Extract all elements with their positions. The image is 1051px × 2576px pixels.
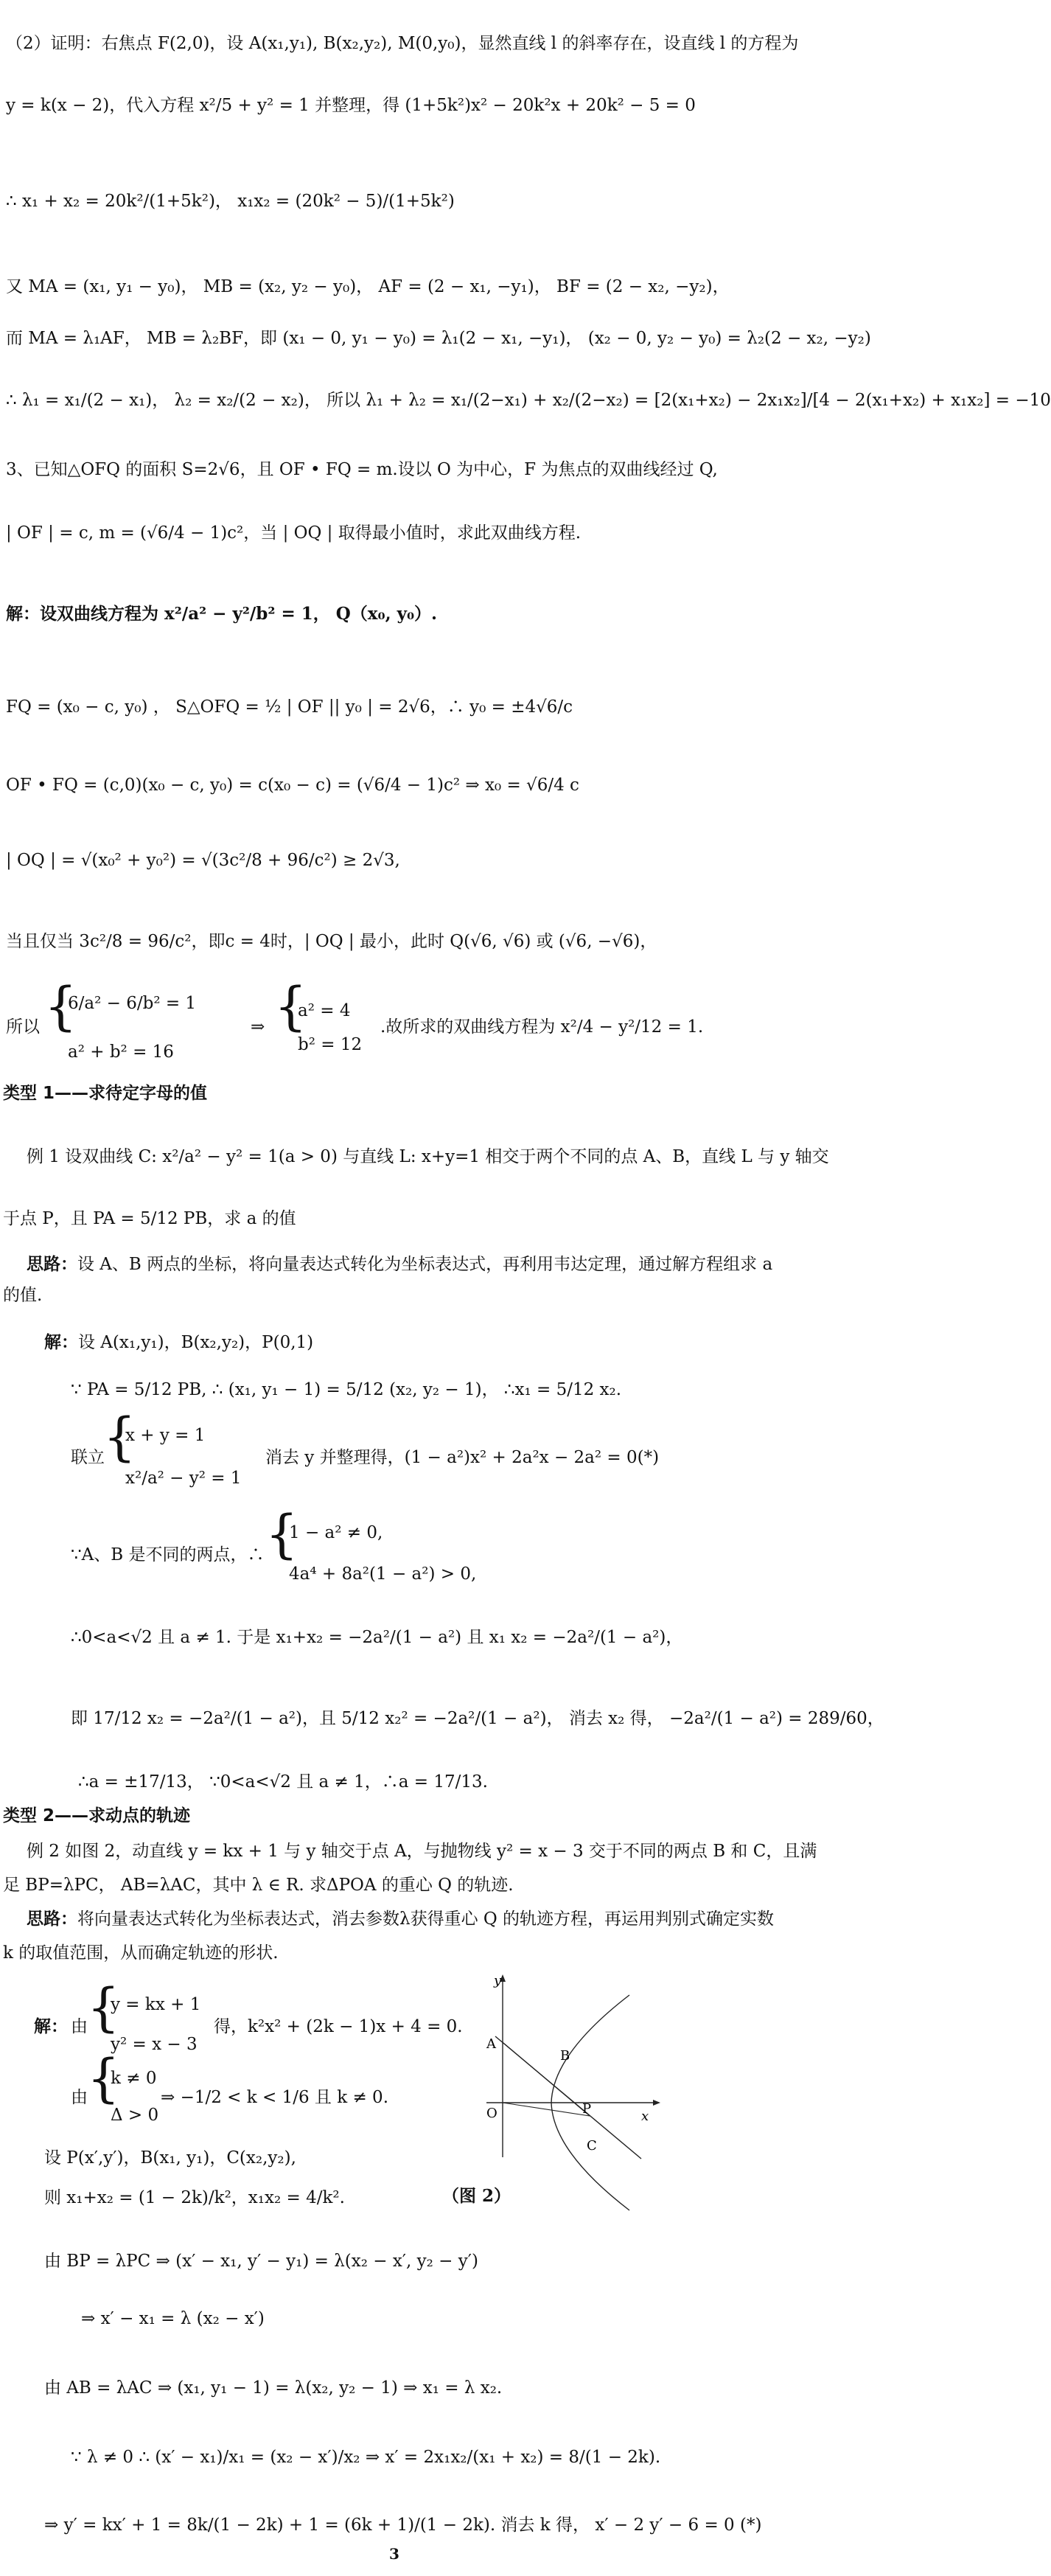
problem3-system-res2: b² = 12: [298, 1035, 363, 1054]
problem3-system-prefix: 所以: [6, 1017, 40, 1037]
type2-example: 例 2 如图 2，动直线 y = kx + 1 与 y 轴交于点 A，与抛物线 y² = x − 3 交于不同的两点 B 和 C，且满: [27, 1842, 817, 1861]
type2-sol3: 设 P(x′,y′)，B(x₁, y₁)，C(x₂,y₂),: [44, 2148, 296, 2168]
type2-sol1-eq2: y² = x − 3: [111, 2035, 198, 2054]
figure-2: [472, 1973, 663, 2165]
problem3-oq: | OQ | = √(x₀² + y₀²) = √(3c²/8 + 96/c²) ≥ 2√3,: [6, 851, 400, 870]
type1-thought: [27, 1253, 772, 1275]
brace-right: {: [274, 976, 307, 1037]
type1-sol3-eq1: x + y = 1: [125, 1426, 206, 1445]
problem3-fq: FQ = (x₀ − c, y₀) ， S△OFQ = ½ | OF || y₀ | = 2√6，∴ y₀ = ±4√6/c: [6, 697, 573, 717]
type1-sol5: ∴0<a<√2 且 a ≠ 1. 于是 x₁+x₂ = −2a²/(1 − a²) 且 x₁ x₂ = −2a²/(1 − a²)，: [71, 1628, 683, 1647]
brace-type1-system: {: [103, 1407, 136, 1467]
type2-sol6: ⇒ x′ − x₁ = λ (x₂ − x′): [81, 2309, 265, 2328]
type2-solution-label: 解：: [34, 2016, 68, 2036]
problem3-solution-start: 解：设双曲线方程为 x²/a² − y²/b² = 1， Q（x₀, y₀）.: [6, 604, 438, 624]
problem3-equality: 当且仅当 3c²/8 = 96/c²，即c = 4时，| OQ | 最小，此时 Q(√6, √6) 或 (√6, −√6)，: [6, 932, 657, 951]
brace-left: {: [44, 976, 77, 1037]
page-number: 3: [389, 2545, 399, 2563]
type1-sol3-prefix: 联立: [71, 1448, 105, 1467]
problem3-conclusion: .故所求的双曲线方程为 x²/4 − y²/12 = 1.: [380, 1017, 704, 1037]
type2-sol2-suffix: ⇒ −1/2 < k < 1/6 且 k ≠ 0.: [161, 2088, 389, 2107]
problem3-dot-product: OF • FQ = (c,0)(x₀ − c, y₀) = c(x₀ − c) = (√6/4 − 1)c² ⇒ x₀ = √6/4 c: [6, 776, 579, 795]
label-a: A: [486, 2036, 496, 2052]
type1-sol4-eq1: 1 − a² ≠ 0,: [289, 1523, 383, 1542]
type2-sol5: 由 BP = λPC ⇒ (x′ − x₁, y′ − y₁) = λ(x₂ − x′, y₂ − y′): [44, 2252, 478, 2271]
label-p: P: [582, 2101, 592, 2117]
figure-2-caption: （图 2）: [442, 2186, 511, 2206]
type1-sol2: ∵ PA = 5/12 PB, ∴ (x₁, y₁ − 1) = 5/12 (x₂, y₂ − 1)， ∴x₁ = 5/12 x₂.: [71, 1380, 622, 1399]
label-c: C: [587, 2138, 597, 2154]
brace-type1-cond: {: [265, 1504, 298, 1564]
type1-example-cont: 于点 P，且 PA = 5/12 PB，求 a 的值: [3, 1209, 296, 1228]
solution-label: 解：: [44, 1332, 78, 1352]
thought-label: 思路：: [27, 1254, 77, 1274]
type1-sol4-prefix: ∵A、B 是不同的两点，∴: [71, 1545, 265, 1564]
type2-sol8: ∵ λ ≠ 0 ∴ (x′ − x₁)/x₁ = (x₂ − x′)/x₂ ⇒ x′ = 2x₁x₂/(x₁ + x₂) = 8/(1 − 2k).: [71, 2448, 661, 2467]
type2-thought: [27, 1908, 774, 1930]
type2-sol9: ⇒ y′ = kx′ + 1 = 8k/(1 − 2k) + 1 = (6k + 1)/(1 − 2k). 消去 k 得， x′ − 2 y′ − 6 = 0 (*): [44, 2516, 762, 2535]
sol1-text: 设 A(x₁,y₁)，B(x₂,y₂)，P(0,1): [78, 1333, 314, 1352]
type2-sol1-prefix: 由: [71, 2017, 88, 2036]
type2-sol2-eq2: Δ > 0: [111, 2106, 159, 2125]
type1-thought-cont: 的值.: [3, 1286, 43, 1305]
type1-sol7: ∴a = ±17/13， ∵0<a<√2 且 a ≠ 1，∴a = 17/13.: [78, 1772, 488, 1792]
type2-heading: 类型 2——求动点的轨迹: [3, 1806, 191, 1825]
type2-sol7: 由 AB = λAC ⇒ (x₁, y₁ − 1) = λ(x₂, y₂ − 1) ⇒ x₁ = λ x₂.: [44, 2378, 503, 2398]
arrow-symbol: ⇒: [251, 1017, 265, 1037]
thought-label: 思路：: [27, 1909, 77, 1929]
brace-type2-sys2: {: [87, 2048, 120, 2109]
label-x: x: [641, 2109, 649, 2124]
x-axis-arrow: [653, 2100, 660, 2106]
type1-heading: 类型 1——求待定字母的值: [3, 1084, 208, 1103]
part2-line-equation: y = k(x − 2)，代入方程 x²/5 + y² = 1 并整理，得 (1+5k²)x² − 20k²x + 20k² − 5 = 0: [6, 96, 696, 115]
problem3-statement: 3、已知△OFQ 的面积 S=2√6，且 OF • FQ = m.设以 O 为中心，F 为焦点的双曲线经过 Q,: [6, 460, 718, 479]
part2-relation: 而 MA = λ₁AF， MB = λ₂BF，即 (x₁ − 0, y₁ − y₀) = λ₁(2 − x₁, −y₁)， (x₂ − 0, y₂ − y₀) = λ₂(2 − x₂, −y₂): [6, 329, 871, 348]
problem3-system-eq1: 6/a² − 6/b² = 1: [68, 994, 197, 1013]
problem3-system-eq2: a² + b² = 16: [68, 1042, 174, 1062]
part2-vieta: ∴ x₁ + x₂ = 20k²/(1+5k²)， x₁x₂ = (20k² − 5)/(1+5k²): [6, 192, 455, 211]
label-b: B: [560, 2048, 570, 2064]
type1-sol3-suffix: 消去 y 并整理得，(1 − a²)x² + 2a²x − 2a² = 0(*): [265, 1448, 660, 1467]
figure-2-graph: [472, 1973, 663, 2165]
type1-sol4-eq2: 4a⁴ + 8a²(1 − a²) > 0,: [289, 1564, 477, 1584]
part2-vectors: 又 MA = (x₁, y₁ − y₀)， MB = (x₂, y₂ − y₀)， AF = (2 − x₁, −y₁)， BF = (2 − x₂, −y₂)，: [6, 277, 730, 296]
problem3-condition: | OF | = c, m = (√6/4 − 1)c²，当 | OQ | 取得最小值时，求此双曲线方程.: [6, 523, 582, 543]
type2-sol1-eq1: y = kx + 1: [111, 1995, 201, 2014]
type2-sol2-eq1: k ≠ 0: [111, 2069, 157, 2088]
thought-text: 设 A、B 两点的坐标，将向量表达式转化为坐标表达式，再利用韦达定理，通过解方程组求 a: [77, 1255, 773, 1274]
label-o: O: [486, 2106, 497, 2121]
brace-type2-sys1: {: [87, 1977, 120, 2038]
type2-sol2-prefix: 由: [71, 2088, 88, 2107]
type1-sol3-eq2: x²/a² − y² = 1: [125, 1469, 242, 1488]
type1-sol1: [44, 1331, 313, 1354]
type2-thought-cont: k 的取值范围，从而确定轨迹的形状.: [3, 1943, 279, 1963]
type1-example: 例 1 设双曲线 C: x²/a² − y² = 1(a > 0) 与直线 L: x+y=1 相交于两个不同的点 A、B，直线 L 与 y 轴交: [27, 1147, 829, 1166]
problem3-system-res1: a² = 4: [298, 1001, 351, 1020]
type2-example-cont: 足 BP=λPC， AB=λAC，其中 λ ∈ R. 求ΔPOA 的重心 Q 的轨迹.: [3, 1876, 514, 1895]
label-y: y: [494, 1973, 502, 1988]
type2-sol4: 则 x₁+x₂ = (1 − 2k)/k²，x₁x₂ = 4/k².: [44, 2188, 345, 2207]
part2-result: ∴ λ₁ = x₁/(2 − x₁)， λ₂ = x₂/(2 − x₂)， 所以 λ₁ + λ₂ = x₁/(2−x₁) + x₂/(2−x₂) = [2(x₁+x₂) − 2x₁x₂]/[4 − 2(x₁+x₂) + x₁x₂] = −10: [6, 391, 1051, 410]
part2-intro: （2）证明：右焦点 F(2,0)，设 A(x₁,y₁), B(x₂,y₂), M(0,y₀)，显然直线 l 的斜率存在，设直线 l 的方程为: [6, 34, 799, 53]
type2-sol1-suffix: 得，k²x² + (2k − 1)x + 4 = 0.: [214, 2017, 463, 2036]
thought-text: 将向量表达式转化为坐标表达式，消去参数λ获得重心 Q 的轨迹方程，再运用判别式确定实数: [77, 1910, 775, 1929]
type1-sol6: 即 17/12 x₂ = −2a²/(1 − a²)，且 5/12 x₂² = −2a²/(1 − a²)， 消去 x₂ 得， −2a²/(1 − a²) = 289/60，: [71, 1709, 884, 1728]
